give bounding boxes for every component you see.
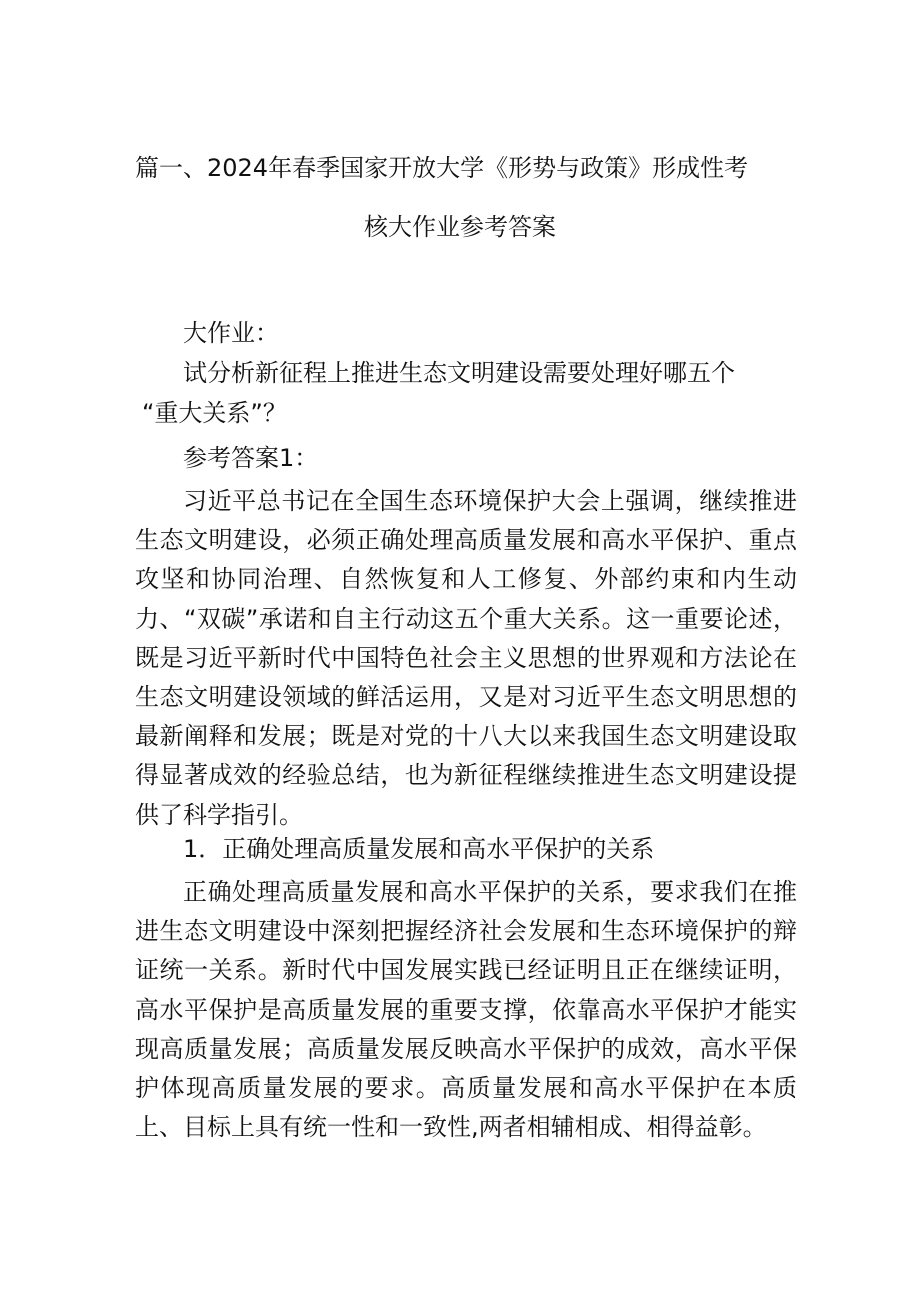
section1-paragraph: 正确处理高质量发展和高水平保护的关系，要求我们在推进生态文明建设中深刻把握经济社会发展和生态环境保护的辩证统一关系。新时代中国发展实践已经证明且正在继续证明，高水平保护是高质量发展的重要支撑，依靠高水平保护才能实现高质量发展；高质量发展反映高水平保护的成效，高水平保护体现高质量发展的要求。高质量发展和高水平保护在本质上、目标上具有统一性和一致性,两者相辅相成、相得益彰。	[135, 878, 797, 1142]
intro-paragraph: 习近平总书记在全国生态环境保护大会上强调，继续推进生态文明建设，必须正确处理高质量发展和高水平保护、重点攻坚和协同治理、自然恢复和人工修复、外部约束和内生动力、“双碳”承诺和自主行动这五个重大关系。这一重要论述，既是习近平新时代中国特色社会主义思想的世界观和方法论在生态文明建设领域的鲜活运用，又是对习近平生态文明思想的最新阐释和发展；既是对党的十八大以来我国生态文明建设取得显著成效的经验总结，也为新征程继续推进生态文明建设提供了科学指引。	[135, 487, 797, 829]
section1-heading: 1．正确处理高质量发展和高水平保护的关系	[183, 835, 655, 863]
question-line2: “重大关系”？	[142, 399, 287, 427]
answer-label: 参考答案1：	[183, 444, 319, 472]
document-title-line1: 篇一、2024年春季国家开放大学《形势与政策》形成性考	[135, 154, 749, 182]
assignment-label: 大作业：	[183, 319, 279, 347]
question-line1: 试分析新征程上推进生态文明建设需要处理好哪五个	[183, 359, 735, 387]
document-title-line2: 核大作业参考答案	[364, 213, 556, 241]
